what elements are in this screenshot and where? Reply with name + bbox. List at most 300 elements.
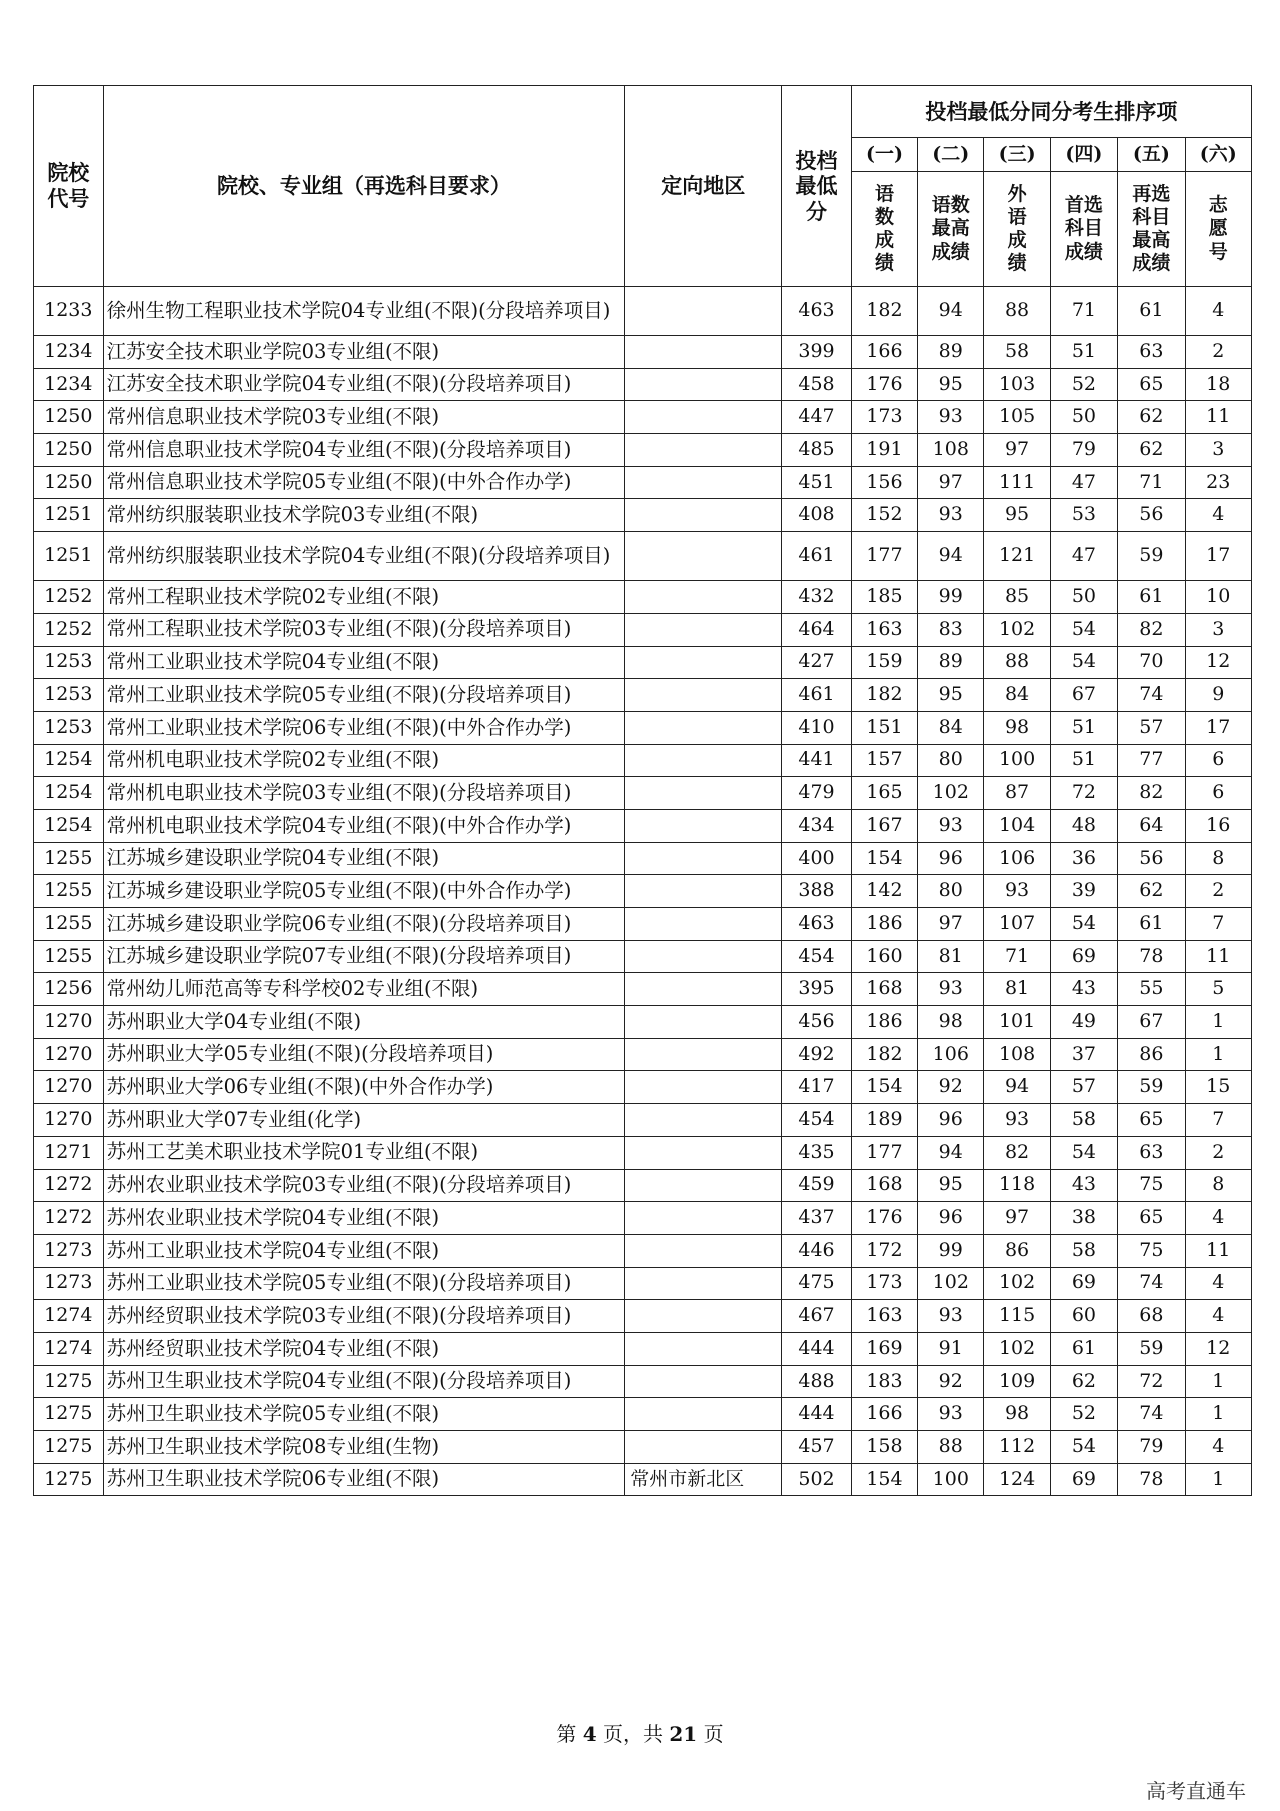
first-subject-score: 54 (1050, 908, 1117, 941)
min-score: 502 (782, 1463, 852, 1496)
wish-number: 17 (1185, 711, 1251, 744)
chinese-math-score: 160 (851, 940, 917, 973)
min-score: 459 (782, 1169, 852, 1202)
region (625, 581, 782, 614)
chinese-math-score: 159 (851, 646, 917, 679)
footer-suffix: 页 (703, 1722, 724, 1746)
min-score: 479 (782, 777, 852, 810)
wish-number: 5 (1185, 973, 1251, 1006)
wish-number: 12 (1185, 646, 1251, 679)
wish-number: 3 (1185, 613, 1251, 646)
chinese-math-score: 186 (851, 1006, 917, 1039)
region: 常州市新北区 (625, 1463, 782, 1496)
school-code: 1255 (34, 875, 104, 908)
table-row (34, 875, 1252, 908)
school-code: 1273 (34, 1267, 104, 1300)
school-code: 1275 (34, 1365, 104, 1398)
elective-max-score: 59 (1118, 1071, 1185, 1104)
wish-number: 18 (1185, 368, 1251, 401)
school-code: 1270 (34, 1071, 104, 1104)
footer-middle: 页，共 (603, 1722, 664, 1746)
chinese-math-max: 95 (918, 1169, 984, 1202)
wish-number: 3 (1185, 434, 1251, 467)
elective-max-score: 61 (1118, 287, 1185, 336)
foreign-lang-score: 124 (984, 1463, 1050, 1496)
region (625, 842, 782, 875)
min-score: 464 (782, 613, 852, 646)
foreign-lang-score: 88 (984, 646, 1050, 679)
table-row (34, 368, 1252, 401)
table-row (34, 613, 1252, 646)
chinese-math-score: 151 (851, 711, 917, 744)
first-subject-score: 52 (1050, 368, 1117, 401)
min-score: 456 (782, 1006, 852, 1039)
chinese-math-max: 92 (918, 1365, 984, 1398)
chinese-math-score: 169 (851, 1332, 917, 1365)
header-sub-number: (五) (1118, 138, 1185, 172)
school-group-name: 常州工业职业技术学院04专业组(不限) (103, 646, 625, 679)
first-subject-score: 62 (1050, 1365, 1117, 1398)
chinese-math-score: 191 (851, 434, 917, 467)
foreign-lang-score: 107 (984, 908, 1050, 941)
elective-max-score: 74 (1118, 679, 1185, 712)
elective-max-score: 78 (1118, 1463, 1185, 1496)
school-group-name: 苏州经贸职业技术学院04专业组(不限) (103, 1332, 625, 1365)
table-row (34, 1038, 1252, 1071)
region (625, 1202, 782, 1235)
table-row (34, 744, 1252, 777)
school-code: 1253 (34, 646, 104, 679)
header-sub-number: (二) (918, 138, 984, 172)
school-code: 1254 (34, 744, 104, 777)
school-code: 1234 (34, 336, 104, 369)
school-code: 1251 (34, 532, 104, 581)
wish-number: 1 (1185, 1006, 1251, 1039)
foreign-lang-score: 111 (984, 466, 1050, 499)
region (625, 1234, 782, 1267)
chinese-math-score: 154 (851, 1071, 917, 1104)
chinese-math-max: 106 (918, 1038, 984, 1071)
region (625, 1038, 782, 1071)
chinese-math-score: 166 (851, 336, 917, 369)
first-subject-score: 43 (1050, 1169, 1117, 1202)
region (625, 401, 782, 434)
wish-number: 10 (1185, 581, 1251, 614)
chinese-math-max: 91 (918, 1332, 984, 1365)
elective-max-score: 55 (1118, 973, 1185, 1006)
elective-max-score: 62 (1118, 434, 1185, 467)
header-sub-number: (六) (1185, 138, 1251, 172)
chinese-math-max: 102 (918, 777, 984, 810)
chinese-math-max: 92 (918, 1071, 984, 1104)
wish-number: 4 (1185, 499, 1251, 532)
foreign-lang-score: 93 (984, 1104, 1050, 1137)
foreign-lang-score: 98 (984, 711, 1050, 744)
elective-max-score: 79 (1118, 1431, 1185, 1464)
foreign-lang-score: 84 (984, 679, 1050, 712)
school-group-name: 常州纺织服装职业技术学院04专业组(不限)(分段培养项目) (103, 532, 625, 581)
chinese-math-max: 95 (918, 679, 984, 712)
school-code: 1255 (34, 940, 104, 973)
foreign-lang-score: 88 (984, 287, 1050, 336)
school-group-name: 苏州工业职业技术学院05专业组(不限)(分段培养项目) (103, 1267, 625, 1300)
elective-max-score: 72 (1118, 1365, 1185, 1398)
school-group-name: 苏州经贸职业技术学院03专业组(不限)(分段培养项目) (103, 1300, 625, 1333)
wish-number: 8 (1185, 842, 1251, 875)
min-score: 410 (782, 711, 852, 744)
first-subject-score: 69 (1050, 940, 1117, 973)
total-pages: 21 (669, 1722, 698, 1746)
school-code: 1253 (34, 711, 104, 744)
header-region: 定向地区 (625, 86, 782, 287)
first-subject-score: 47 (1050, 466, 1117, 499)
school-code: 1275 (34, 1463, 104, 1496)
header-sub-number: (一) (851, 138, 917, 172)
school-code: 1250 (34, 434, 104, 467)
foreign-lang-score: 97 (984, 434, 1050, 467)
region (625, 1169, 782, 1202)
foreign-lang-score: 101 (984, 1006, 1050, 1039)
chinese-math-score: 177 (851, 532, 917, 581)
chinese-math-score: 185 (851, 581, 917, 614)
chinese-math-max: 96 (918, 1202, 984, 1235)
chinese-math-max: 93 (918, 1300, 984, 1333)
wish-number: 11 (1185, 1234, 1251, 1267)
first-subject-score: 51 (1050, 336, 1117, 369)
wish-number: 17 (1185, 532, 1251, 581)
first-subject-score: 79 (1050, 434, 1117, 467)
region (625, 532, 782, 581)
chinese-math-max: 81 (918, 940, 984, 973)
elective-max-score: 86 (1118, 1038, 1185, 1071)
school-group-name: 苏州职业大学06专业组(不限)(中外合作办学) (103, 1071, 625, 1104)
school-group-name: 苏州农业职业技术学院04专业组(不限) (103, 1202, 625, 1235)
first-subject-score: 38 (1050, 1202, 1117, 1235)
chinese-math-max: 83 (918, 613, 984, 646)
elective-max-score: 67 (1118, 1006, 1185, 1039)
foreign-lang-score: 102 (984, 613, 1050, 646)
first-subject-score: 57 (1050, 1071, 1117, 1104)
chinese-math-max: 89 (918, 336, 984, 369)
foreign-lang-score: 100 (984, 744, 1050, 777)
school-code: 1254 (34, 809, 104, 842)
school-group-name: 常州工程职业技术学院02专业组(不限) (103, 581, 625, 614)
table-row (34, 1136, 1252, 1169)
elective-max-score: 74 (1118, 1398, 1185, 1431)
chinese-math-score: 157 (851, 744, 917, 777)
school-code: 1250 (34, 466, 104, 499)
min-score: 434 (782, 809, 852, 842)
school-group-name: 苏州农业职业技术学院03专业组(不限)(分段培养项目) (103, 1169, 625, 1202)
table-row (34, 842, 1252, 875)
wish-number: 23 (1185, 466, 1251, 499)
wish-number: 16 (1185, 809, 1251, 842)
chinese-math-max: 84 (918, 711, 984, 744)
table-row (34, 581, 1252, 614)
chinese-math-max: 93 (918, 973, 984, 1006)
region (625, 1332, 782, 1365)
elective-max-score: 82 (1118, 613, 1185, 646)
elective-max-score: 56 (1118, 499, 1185, 532)
school-group-name: 江苏城乡建设职业学院06专业组(不限)(分段培养项目) (103, 908, 625, 941)
school-group-name: 常州信息职业技术学院04专业组(不限)(分段培养项目) (103, 434, 625, 467)
first-subject-score: 49 (1050, 1006, 1117, 1039)
region (625, 809, 782, 842)
table-row (34, 1169, 1252, 1202)
first-subject-score: 69 (1050, 1267, 1117, 1300)
min-score: 461 (782, 532, 852, 581)
chinese-math-score: 142 (851, 875, 917, 908)
school-code: 1234 (34, 368, 104, 401)
school-group-name: 徐州生物工程职业技术学院04专业组(不限)(分段培养项目) (103, 287, 625, 336)
min-score: 463 (782, 287, 852, 336)
min-score: 395 (782, 973, 852, 1006)
chinese-math-score: 163 (851, 613, 917, 646)
header-sub-label: 外语成绩 (984, 172, 1050, 287)
first-subject-score: 52 (1050, 1398, 1117, 1431)
wish-number: 2 (1185, 336, 1251, 369)
elective-max-score: 71 (1118, 466, 1185, 499)
elective-max-score: 64 (1118, 809, 1185, 842)
first-subject-score: 58 (1050, 1104, 1117, 1137)
school-code: 1253 (34, 679, 104, 712)
first-subject-score: 54 (1050, 646, 1117, 679)
min-score: 427 (782, 646, 852, 679)
region (625, 1267, 782, 1300)
table-row (34, 336, 1252, 369)
school-code: 1274 (34, 1332, 104, 1365)
elective-max-score: 63 (1118, 336, 1185, 369)
school-group-name: 常州纺织服装职业技术学院03专业组(不限) (103, 499, 625, 532)
chinese-math-score: 173 (851, 401, 917, 434)
school-code: 1270 (34, 1104, 104, 1137)
school-group-name: 江苏安全技术职业学院03专业组(不限) (103, 336, 625, 369)
region (625, 1071, 782, 1104)
school-code: 1271 (34, 1136, 104, 1169)
foreign-lang-score: 95 (984, 499, 1050, 532)
table-row (34, 1071, 1252, 1104)
school-code: 1275 (34, 1431, 104, 1464)
wish-number: 12 (1185, 1332, 1251, 1365)
first-subject-score: 72 (1050, 777, 1117, 810)
foreign-lang-score: 87 (984, 777, 1050, 810)
chinese-math-max: 94 (918, 287, 984, 336)
school-group-name: 常州工程职业技术学院03专业组(不限)(分段培养项目) (103, 613, 625, 646)
school-code: 1252 (34, 613, 104, 646)
school-code: 1270 (34, 1038, 104, 1071)
school-code: 1251 (34, 499, 104, 532)
wish-number: 1 (1185, 1365, 1251, 1398)
min-score: 463 (782, 908, 852, 941)
header-sub-number: (四) (1050, 138, 1117, 172)
foreign-lang-score: 81 (984, 973, 1050, 1006)
foreign-lang-score: 115 (984, 1300, 1050, 1333)
min-score: 454 (782, 940, 852, 973)
region (625, 434, 782, 467)
foreign-lang-score: 104 (984, 809, 1050, 842)
school-group-name: 江苏安全技术职业学院04专业组(不限)(分段培养项目) (103, 368, 625, 401)
table-row (34, 1463, 1252, 1496)
region (625, 1104, 782, 1137)
min-score: 485 (782, 434, 852, 467)
school-code: 1275 (34, 1398, 104, 1431)
first-subject-score: 60 (1050, 1300, 1117, 1333)
wish-number: 4 (1185, 287, 1251, 336)
first-subject-score: 37 (1050, 1038, 1117, 1071)
foreign-lang-score: 58 (984, 336, 1050, 369)
school-code: 1274 (34, 1300, 104, 1333)
first-subject-score: 50 (1050, 581, 1117, 614)
chinese-math-max: 108 (918, 434, 984, 467)
min-score: 458 (782, 368, 852, 401)
chinese-math-max: 93 (918, 1398, 984, 1431)
elective-max-score: 62 (1118, 401, 1185, 434)
table-row (34, 1104, 1252, 1137)
header-min-score: 投档最低分 (782, 86, 852, 287)
chinese-math-max: 93 (918, 401, 984, 434)
chinese-math-score: 177 (851, 1136, 917, 1169)
foreign-lang-score: 102 (984, 1267, 1050, 1300)
chinese-math-score: 158 (851, 1431, 917, 1464)
elective-max-score: 75 (1118, 1169, 1185, 1202)
first-subject-score: 51 (1050, 711, 1117, 744)
foreign-lang-score: 82 (984, 1136, 1050, 1169)
first-subject-score: 69 (1050, 1463, 1117, 1496)
chinese-math-score: 168 (851, 1169, 917, 1202)
foreign-lang-score: 103 (984, 368, 1050, 401)
wish-number: 4 (1185, 1267, 1251, 1300)
min-score: 461 (782, 679, 852, 712)
header-sub-label: 语数成绩 (851, 172, 917, 287)
school-group-name: 常州幼儿师范高等专科学校02专业组(不限) (103, 973, 625, 1006)
school-group-name: 常州机电职业技术学院04专业组(不限)(中外合作办学) (103, 809, 625, 842)
chinese-math-max: 94 (918, 1136, 984, 1169)
min-score: 454 (782, 1104, 852, 1137)
chinese-math-score: 186 (851, 908, 917, 941)
wish-number: 2 (1185, 1136, 1251, 1169)
min-score: 408 (782, 499, 852, 532)
chinese-math-max: 96 (918, 842, 984, 875)
min-score: 444 (782, 1332, 852, 1365)
school-group-name: 常州机电职业技术学院03专业组(不限)(分段培养项目) (103, 777, 625, 810)
elective-max-score: 77 (1118, 744, 1185, 777)
table-row (34, 940, 1252, 973)
first-subject-score: 53 (1050, 499, 1117, 532)
wish-number: 11 (1185, 940, 1251, 973)
foreign-lang-score: 121 (984, 532, 1050, 581)
chinese-math-max: 94 (918, 532, 984, 581)
table-row (34, 434, 1252, 467)
footer-prefix: 第 (556, 1722, 577, 1746)
chinese-math-score: 152 (851, 499, 917, 532)
table-row (34, 1300, 1252, 1333)
chinese-math-score: 167 (851, 809, 917, 842)
min-score: 446 (782, 1234, 852, 1267)
wish-number: 1 (1185, 1463, 1251, 1496)
min-score: 457 (782, 1431, 852, 1464)
table-row (34, 646, 1252, 679)
chinese-math-score: 176 (851, 368, 917, 401)
min-score: 400 (782, 842, 852, 875)
elective-max-score: 61 (1118, 908, 1185, 941)
wish-number: 4 (1185, 1202, 1251, 1235)
table-row (34, 679, 1252, 712)
foreign-lang-score: 94 (984, 1071, 1050, 1104)
foreign-lang-score: 93 (984, 875, 1050, 908)
table-row (34, 401, 1252, 434)
table-row (34, 777, 1252, 810)
school-group-name: 苏州卫生职业技术学院06专业组(不限) (103, 1463, 625, 1496)
school-code: 1256 (34, 973, 104, 1006)
foreign-lang-score: 85 (984, 581, 1050, 614)
region (625, 940, 782, 973)
region (625, 466, 782, 499)
chinese-math-max: 89 (918, 646, 984, 679)
header-sub-label: 志愿号 (1185, 172, 1251, 287)
region (625, 499, 782, 532)
table-row (34, 1365, 1252, 1398)
table-row (34, 1006, 1252, 1039)
region (625, 646, 782, 679)
chinese-math-max: 88 (918, 1431, 984, 1464)
chinese-math-max: 80 (918, 744, 984, 777)
chinese-math-score: 154 (851, 1463, 917, 1496)
school-code: 1272 (34, 1169, 104, 1202)
foreign-lang-score: 112 (984, 1431, 1050, 1464)
elective-max-score: 70 (1118, 646, 1185, 679)
foreign-lang-score: 118 (984, 1169, 1050, 1202)
min-score: 388 (782, 875, 852, 908)
foreign-lang-score: 102 (984, 1332, 1050, 1365)
school-group-name: 苏州职业大学04专业组(不限) (103, 1006, 625, 1039)
wish-number: 7 (1185, 908, 1251, 941)
chinese-math-score: 166 (851, 1398, 917, 1431)
min-score: 488 (782, 1365, 852, 1398)
header-sub-label: 首选科目成绩 (1050, 172, 1117, 287)
chinese-math-score: 168 (851, 973, 917, 1006)
min-score: 444 (782, 1398, 852, 1431)
page-number: 4 (582, 1722, 597, 1746)
school-code: 1254 (34, 777, 104, 810)
chinese-math-score: 172 (851, 1234, 917, 1267)
min-score: 435 (782, 1136, 852, 1169)
chinese-math-max: 80 (918, 875, 984, 908)
region (625, 777, 782, 810)
region (625, 711, 782, 744)
foreign-lang-score: 108 (984, 1038, 1050, 1071)
chinese-math-max: 99 (918, 581, 984, 614)
region (625, 1431, 782, 1464)
wish-number: 6 (1185, 744, 1251, 777)
header-sub-number: (三) (984, 138, 1050, 172)
school-code: 1272 (34, 1202, 104, 1235)
table-row (34, 908, 1252, 941)
first-subject-score: 51 (1050, 744, 1117, 777)
header-school-group: 院校、专业组（再选科目要求） (103, 86, 625, 287)
foreign-lang-score: 98 (984, 1398, 1050, 1431)
first-subject-score: 47 (1050, 532, 1117, 581)
region (625, 336, 782, 369)
chinese-math-max: 102 (918, 1267, 984, 1300)
table-row (34, 1202, 1252, 1235)
chinese-math-score: 154 (851, 842, 917, 875)
school-group-name: 常州信息职业技术学院05专业组(不限)(中外合作办学) (103, 466, 625, 499)
first-subject-score: 67 (1050, 679, 1117, 712)
foreign-lang-score: 97 (984, 1202, 1050, 1235)
foreign-lang-score: 109 (984, 1365, 1050, 1398)
table-row (34, 711, 1252, 744)
table-row (34, 466, 1252, 499)
